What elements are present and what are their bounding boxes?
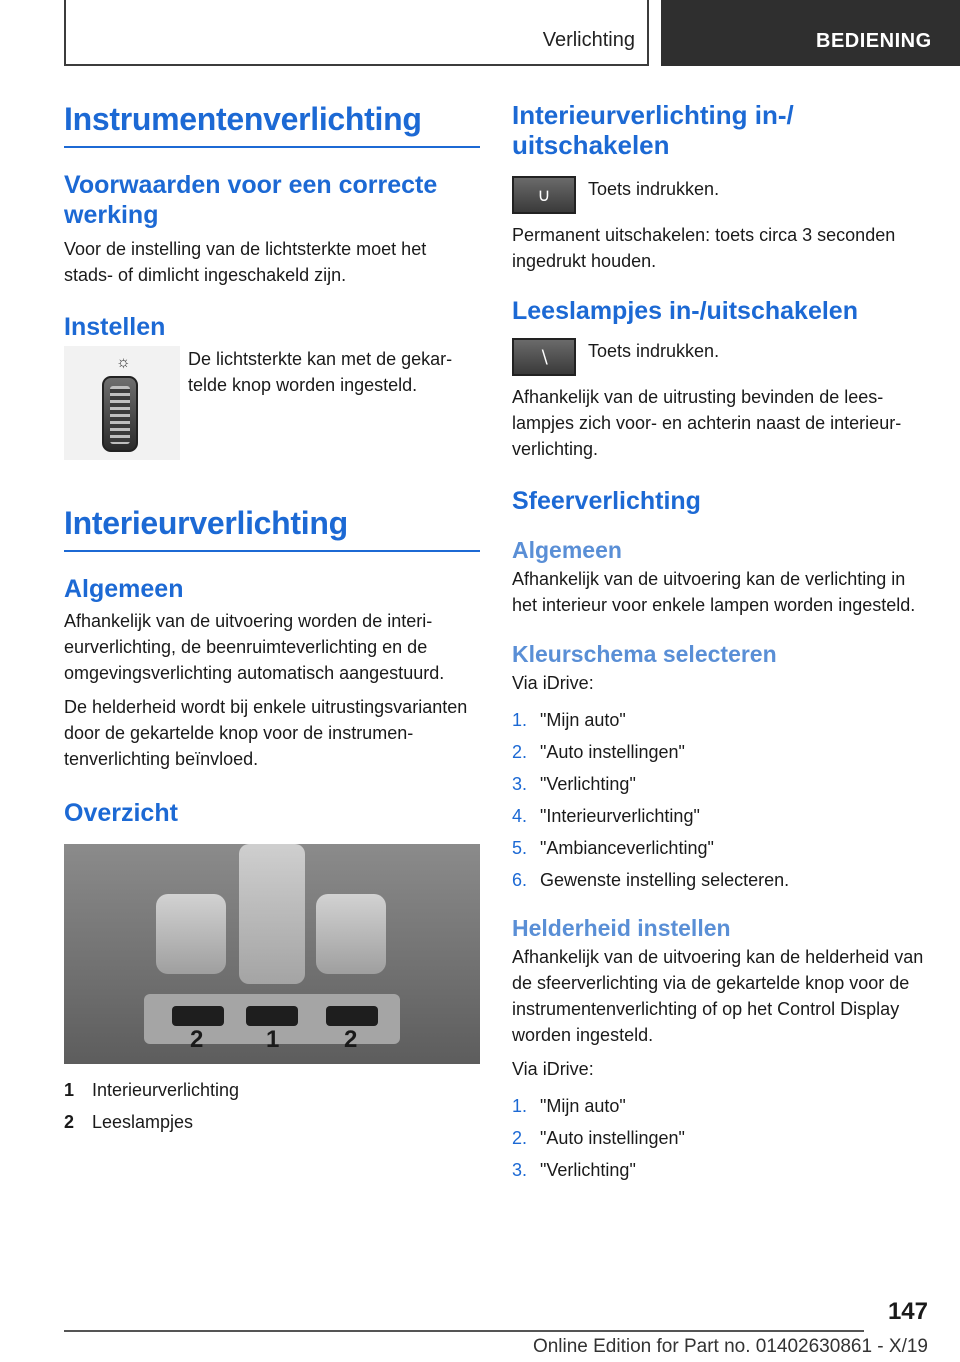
list-item: 5. "Ambianceverlichting" (512, 838, 714, 858)
heading-overzicht: Overzicht (64, 799, 178, 827)
section-tab: BEDIENING (661, 0, 960, 66)
page-header (64, 0, 960, 66)
overhead-console-image (64, 844, 480, 1064)
heading-voorwaarden: Voorwaarden voor een correcte werking (64, 171, 438, 229)
legend-item: 1 Interieurverlichting (64, 1080, 240, 1100)
button-key-right (326, 1006, 378, 1026)
heading-sfeerverlichting: Sfeerverlichting (512, 487, 701, 515)
text-sfeer-algemeen: Afhankelijk van de uitvoering kan de verlichting in het interieur voor enkele lampen worden ingesteld. (512, 569, 916, 615)
toets-block-1 (512, 176, 932, 214)
heading-interieur-inuit: Interieurverlichting in-/ uitschakelen (512, 100, 794, 160)
image-label: 2 (190, 1026, 204, 1053)
reading-light-left-icon (156, 894, 226, 974)
light-dimmer-icon: ☼ (116, 354, 131, 371)
left-column (64, 100, 480, 1138)
knurled-knob-image (64, 346, 180, 460)
text-via-idrive-2: Via iDrive: (512, 1059, 594, 1079)
image-label: 2 (344, 1026, 358, 1053)
text-via-idrive-1: Via iDrive: (512, 673, 594, 693)
right-column (512, 100, 932, 1186)
list-item: 3. "Verlichting" (512, 1160, 636, 1180)
text-helderheid: Afhankelijk van de uitvoering kan de helderheid van de sfeerverlichting via de gekartelde knop voor de instrumentenverlichting of op het Control Display worden ingesteld. (512, 947, 924, 1045)
footer-divider (64, 1330, 864, 1332)
helderheid-steps (512, 1090, 932, 1186)
interior-light-icon: ∪ (537, 185, 551, 205)
list-item: 1. "Mijn auto" (512, 710, 626, 730)
heading-algemeen: Algemeen (64, 575, 184, 603)
instellen-block (64, 346, 480, 460)
text-permanent: Permanent uitschakelen: toets circa 3 seconden ingedrukt houden. (512, 225, 896, 271)
legend (64, 1074, 480, 1138)
chapter-title: Verlichting (542, 29, 635, 51)
button-key-center (246, 1006, 298, 1026)
toets-block-2 (512, 338, 932, 376)
list-item: 4. "Interieurverlichting" (512, 806, 700, 826)
interior-light-icon (239, 844, 305, 984)
heading-sfeer-algemeen: Algemeen (512, 537, 622, 563)
text-voorwaarden: Voor de instelling van de lichtsterkte moet het stads- of dimlicht ingeschakeld zijn. (64, 239, 427, 285)
reading-light-right-icon (316, 894, 386, 974)
list-item: 6. Gewenste instelling selecteren. (512, 870, 790, 890)
image-label: 1 (266, 1026, 280, 1053)
list-item: 2. "Auto instellingen" (512, 742, 685, 762)
legend-item: 2 Leeslampjes (64, 1112, 194, 1132)
text-toets-1: Toets indrukken. (588, 179, 720, 199)
button-key-left (172, 1006, 224, 1026)
heading-instellen: Instellen (64, 313, 166, 341)
text-algemeen-2: De helderheid wordt bij enkele uitrustingsvarianten door de gekartelde knop voor de instrumentenverlichting beïnvloed. (64, 697, 468, 769)
heading-helderheid: Helderheid instellen (512, 915, 731, 941)
heading-interieurverlichting: Interieurverlichting (64, 504, 480, 552)
heading-kleurschema: Kleurschema selecteren (512, 641, 777, 667)
knob-icon (102, 376, 138, 452)
heading-instrumentenverlichting: Instrumentenverlichting (64, 100, 480, 148)
reading-light-button-image (512, 338, 576, 376)
text-instellen: De lichtsterkte kan met de gekartelde knop worden ingesteld. (188, 349, 453, 395)
page-number: 147 (887, 1298, 928, 1325)
text-algemeen-1: Afhankelijk van de uitvoering worden de interieurverlichting, de beenruimteverlichting en de omgevingsverlichting automatisch aangestuurd. (64, 611, 445, 683)
edition-text: Online Edition for Part no. 01402630861 - X/19 (532, 1336, 928, 1357)
list-item: 2. "Auto instellingen" (512, 1128, 685, 1148)
chapter-tab (64, 0, 649, 66)
list-item: 3. "Verlichting" (512, 774, 636, 794)
kleurschema-steps (512, 704, 932, 896)
text-toets-2: Toets indrukken. (588, 341, 720, 361)
reading-light-icon: ∖ (538, 347, 550, 367)
interior-light-button-image (512, 176, 576, 214)
heading-leeslampjes: Leeslampjes in-/uitschakelen (512, 297, 858, 325)
text-leeslampjes: Afhankelijk van de uitrusting bevinden de leeslampjes zich voor- en achterin naast de interieurverlichting. (512, 387, 902, 459)
list-item: 1. "Mijn auto" (512, 1096, 626, 1116)
